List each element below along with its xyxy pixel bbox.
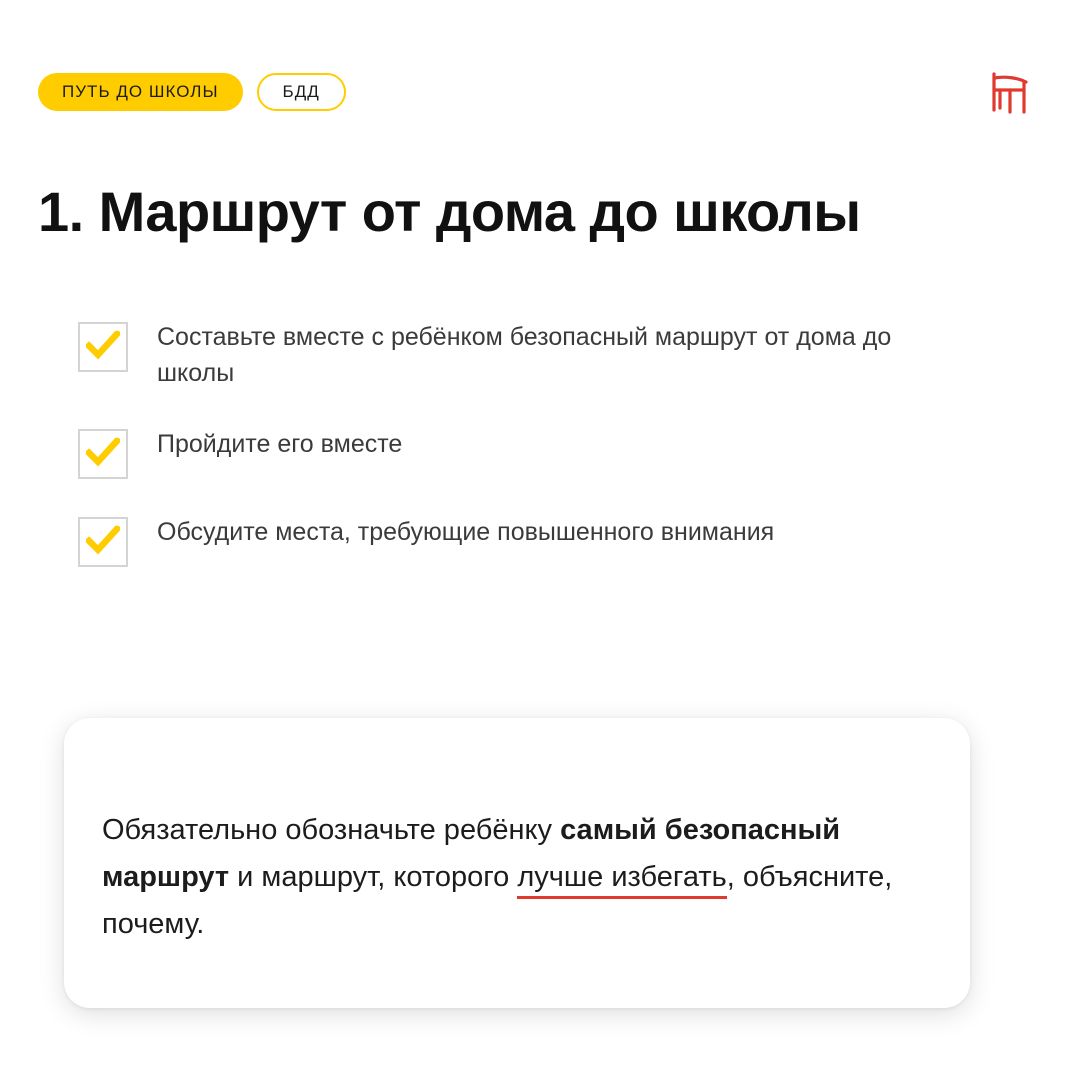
check-mark-icon[interactable] — [78, 517, 128, 567]
callout-card — [64, 718, 970, 1008]
list-item — [78, 427, 1010, 479]
list-item-label: Пройдите его вместе — [157, 430, 403, 458]
header-tag-row — [38, 62, 1042, 122]
list-item — [78, 515, 1010, 567]
callout-text — [102, 807, 924, 948]
checklist — [78, 320, 1010, 567]
list-item — [78, 320, 1010, 391]
list-item-label: Обсудите места, требующие повышенного внимания — [157, 518, 775, 546]
check-mark-icon[interactable] — [78, 429, 128, 479]
callout-text-underlined: лучше избегать — [517, 861, 726, 899]
list-item-label: Составьте вместе с ребёнком безопасный маршрут от дома до школы — [157, 323, 892, 387]
callout-text-part2: и маршрут, которого — [229, 860, 518, 893]
callout-text-bold: самый безопасный маршрут — [102, 814, 841, 893]
tag-bdd[interactable]: БДД — [257, 73, 346, 111]
check-mark-icon[interactable] — [78, 322, 128, 372]
tag-path-to-school[interactable]: ПУТЬ ДО ШКОЛЫ — [38, 73, 243, 111]
page-title: 1. Маршрут от дома до школы — [38, 180, 861, 243]
red-chair-logo-icon — [978, 62, 1042, 122]
callout-text-part1: Обязательно обозначьте ребёнку — [102, 814, 561, 846]
callout-text-part3: , объясните, почему. — [102, 860, 893, 940]
